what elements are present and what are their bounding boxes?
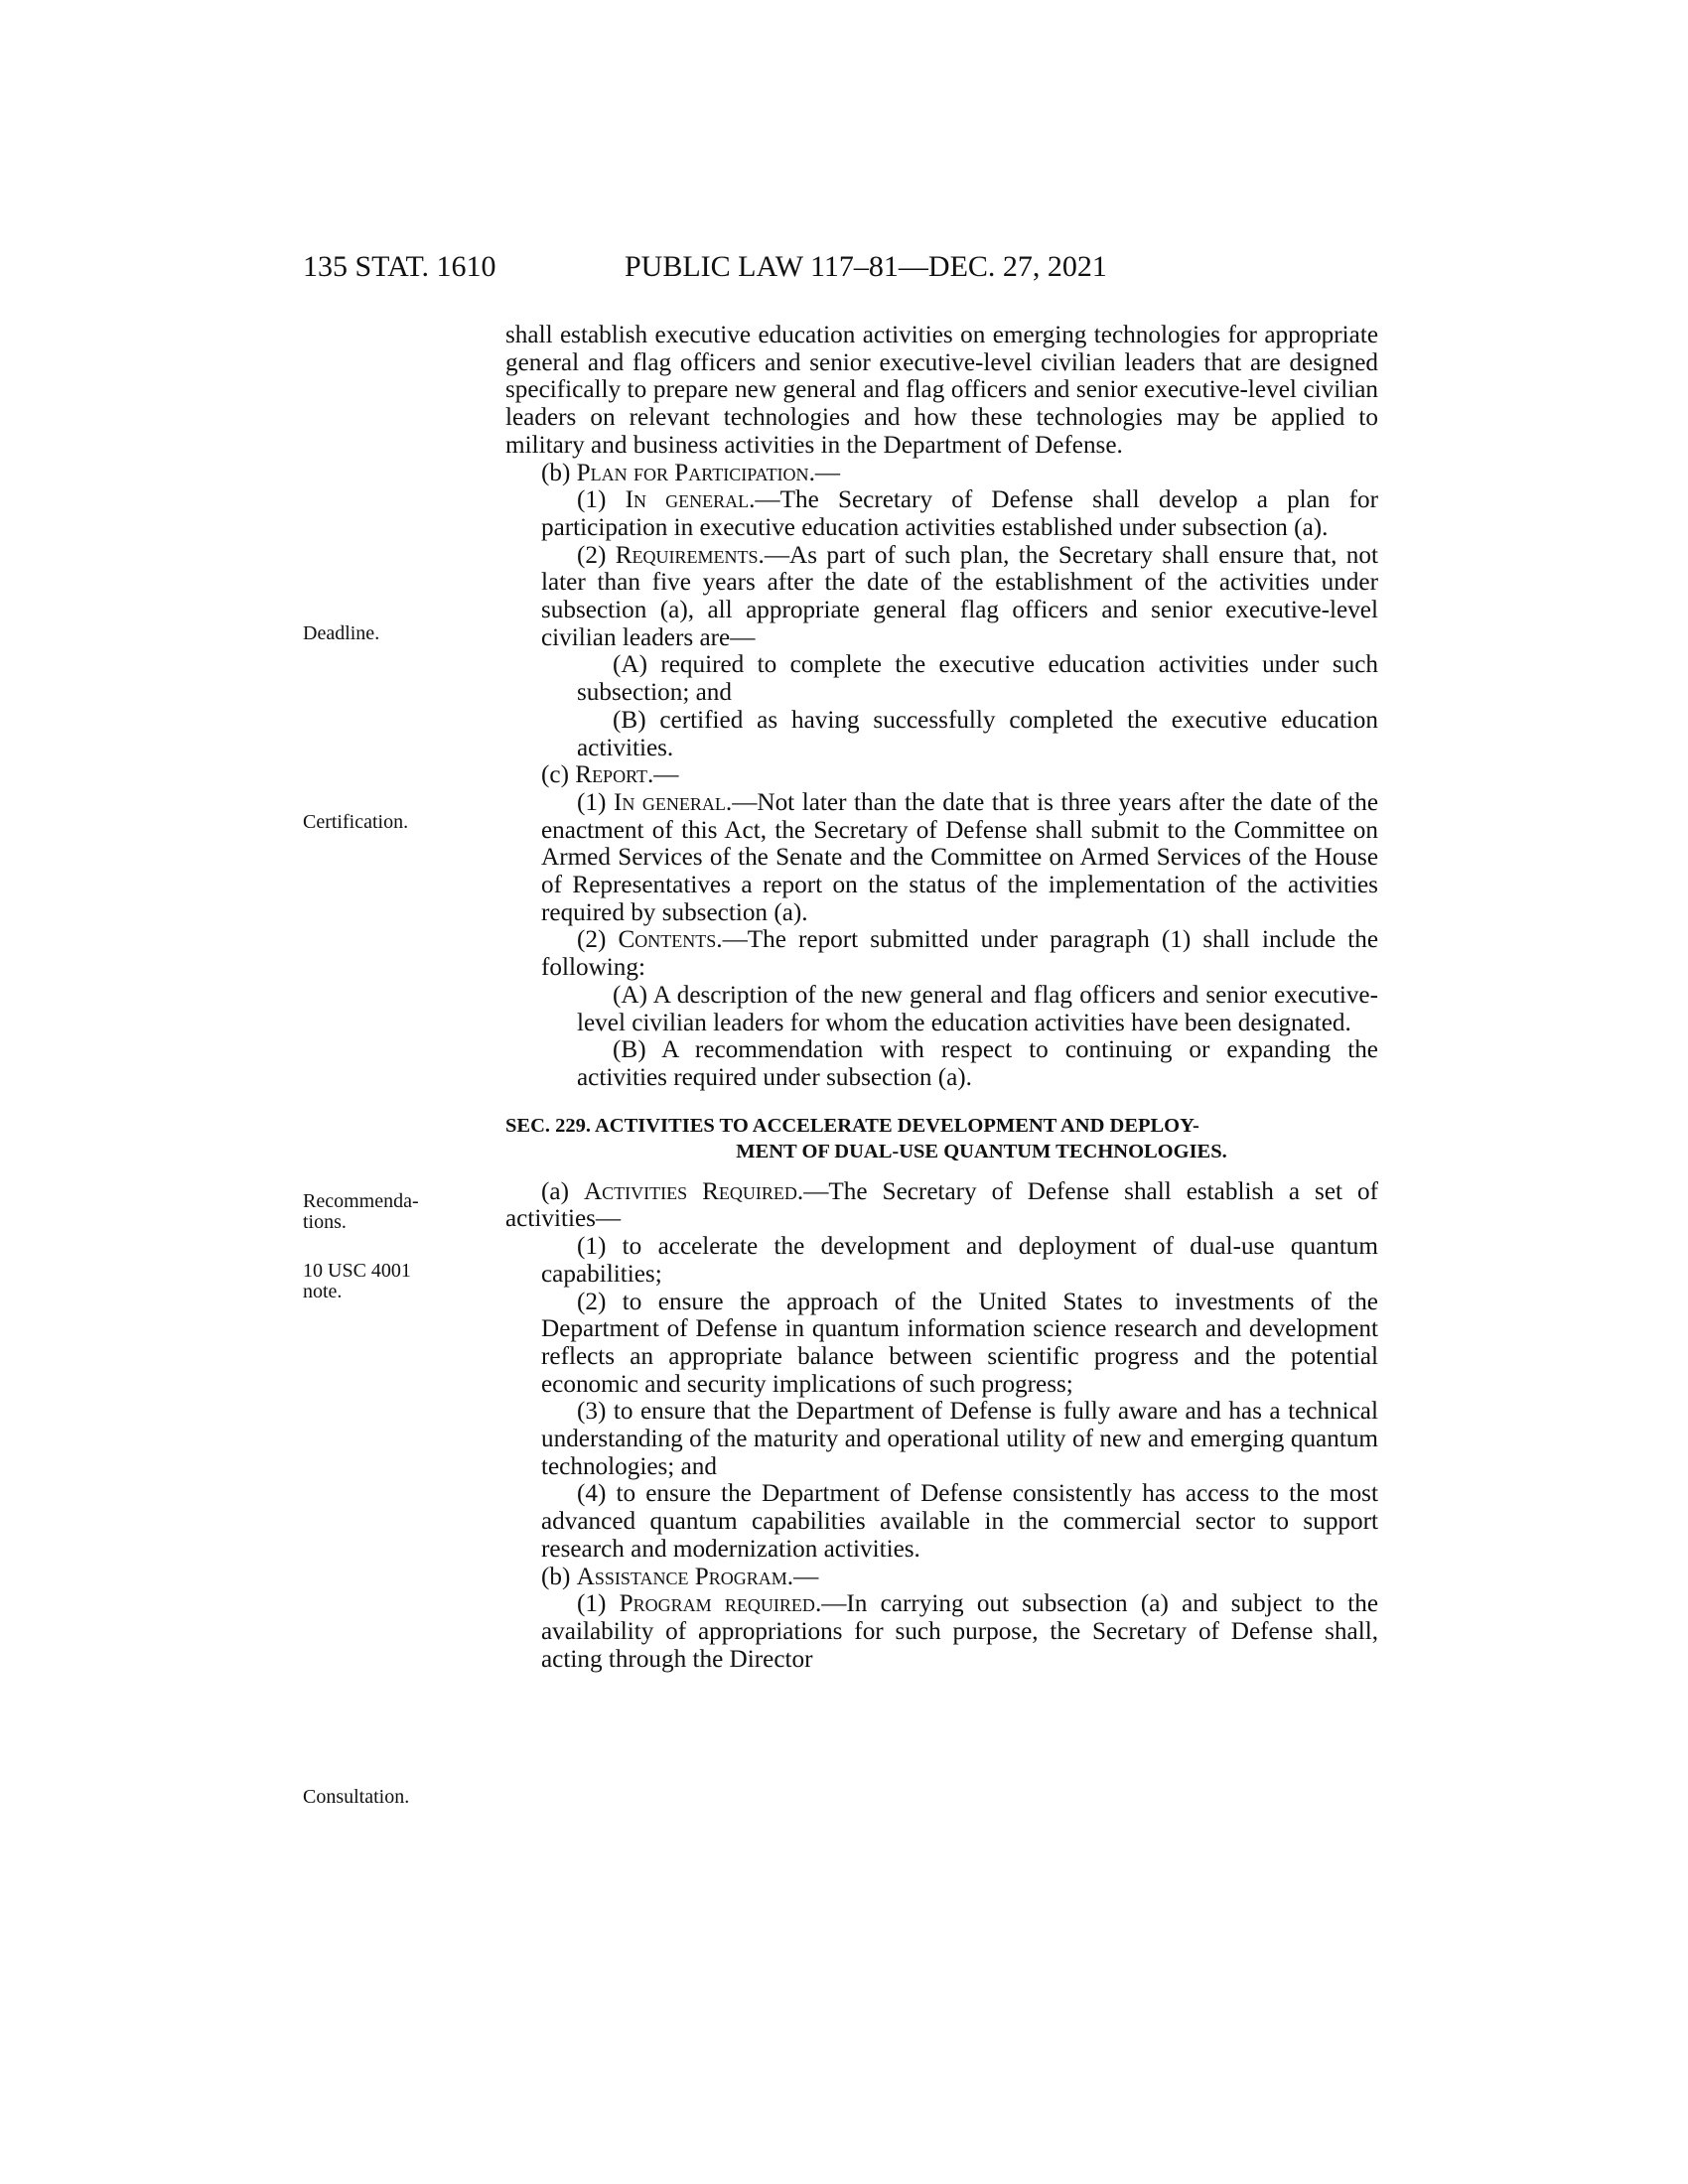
margin-note-usc [303,1261,452,1302]
margin-note-recommendations [303,1191,452,1233]
margin-note-line: Recommenda- [303,1190,419,1212]
margin-note-consultation: Consultation. [303,1786,410,1808]
section-229-paragraph-b1: (1) Program required.—In carrying out subsection (a) and subject to the availability of appropriations for such purpose, the Secretary of Defense shall, acting through the Director [541,1590,1379,1673]
paragraph-b1: (1) In general.—The Secretary of Defense shall develop a plan for participation in executive education activities established under subsection (a). [541,486,1379,541]
subsection-b: (b) Plan for Participation.— [541,459,841,486]
subparagraph-c2B: (B) A recommendation with respect to continuing or expanding the activities required under subsection (a). [577,1036,1378,1091]
paragraph-a1: (1) to accelerate the development and deployment of dual-use quantum capabilities; [541,1233,1378,1288]
section-heading: SEC. 229. ACTIVITIES TO ACCELERATE DEVELOPMENT AND DEPLOY- MENT OF DUAL-USE QUANTUM TECHNOLOGIES. [505,1114,1227,1162]
subparagraph-c2A: (A) A description of the new general and flag officers and senior executive-level civilian leaders for whom the education activities have been designated. [577,981,1378,1036]
paragraph-c1: (1) In general.—Not later than the date that is three years after the date of the enactment of this Act, the Secretary of Defense shall submit to the Committee on Armed Services of the Senate and the Committee on Armed Services of the House of Representatives a report on the status of the implementation of the activities required by subsection (a). [541,788,1379,926]
margin-note-certification: Certification. [303,811,409,833]
paragraph-b2: (2) Requirements.—As part of such plan, the Secretary shall ensure that, not later than five years after the date of the establishment of the activities under subsection (a), all appropriate general flag officers and senior executive-level civilian leaders are— [541,541,1378,651]
margin-note-line: 10 USC 4001 [303,1260,411,1282]
subparagraph-b2B: (B) certified as having successfully completed the executive education activities. [577,706,1378,761]
subparagraph-b2A: (A) required to complete the executive education activities under such subsection; and [577,651,1378,707]
intro-paragraph: shall establish executive education activities on emerging technologies for appropriate general and flag officers and senior executive-level civilian leaders that are designed specifically to prepare new general and flag officers and senior executive-level civilian leaders on relevant technologies and how these technologies may be applied to military and business activities in the Department of Defense. [505,322,1378,459]
margin-note-line: tions. [303,1211,347,1233]
page-header [0,250,1688,290]
paragraph-c2: (2) Contents.—The report submitted under paragraph (1) shall include the following: [541,926,1379,982]
subsection-c: (c) Report.— [541,761,679,789]
statute-page-number: 135 STAT. 1610 [303,250,496,283]
margin-note-line: note. [303,1281,343,1302]
statute-body [505,322,1378,1673]
margin-note-deadline: Deadline. [303,622,380,644]
paragraph-a4: (4) to ensure the Department of Defense consistently has access to the most advanced quantum capabilities available in the commercial sector to support research and modernization activities. [541,1480,1378,1563]
section-229-subsection-a: (a) Activities Required.—The Secretary of Defense shall establish a set of activities— [505,1177,1378,1233]
section-229-subsection-b: (b) Assistance Program.— [541,1563,819,1590]
paragraph-a2: (2) to ensure the approach of the United States to investments of the Department of Defense in quantum information science research and development reflects an appropriate balance between scientific progress and the potential economic and security implications of such progress; [541,1288,1378,1398]
paragraph-a3: (3) to ensure that the Department of Defense is fully aware and has a technical understanding of the maturity and operational utility of new and emerging quantum technologies; and [541,1398,1378,1480]
public-law-citation: PUBLIC LAW 117–81—DEC. 27, 2021 [625,250,1107,283]
